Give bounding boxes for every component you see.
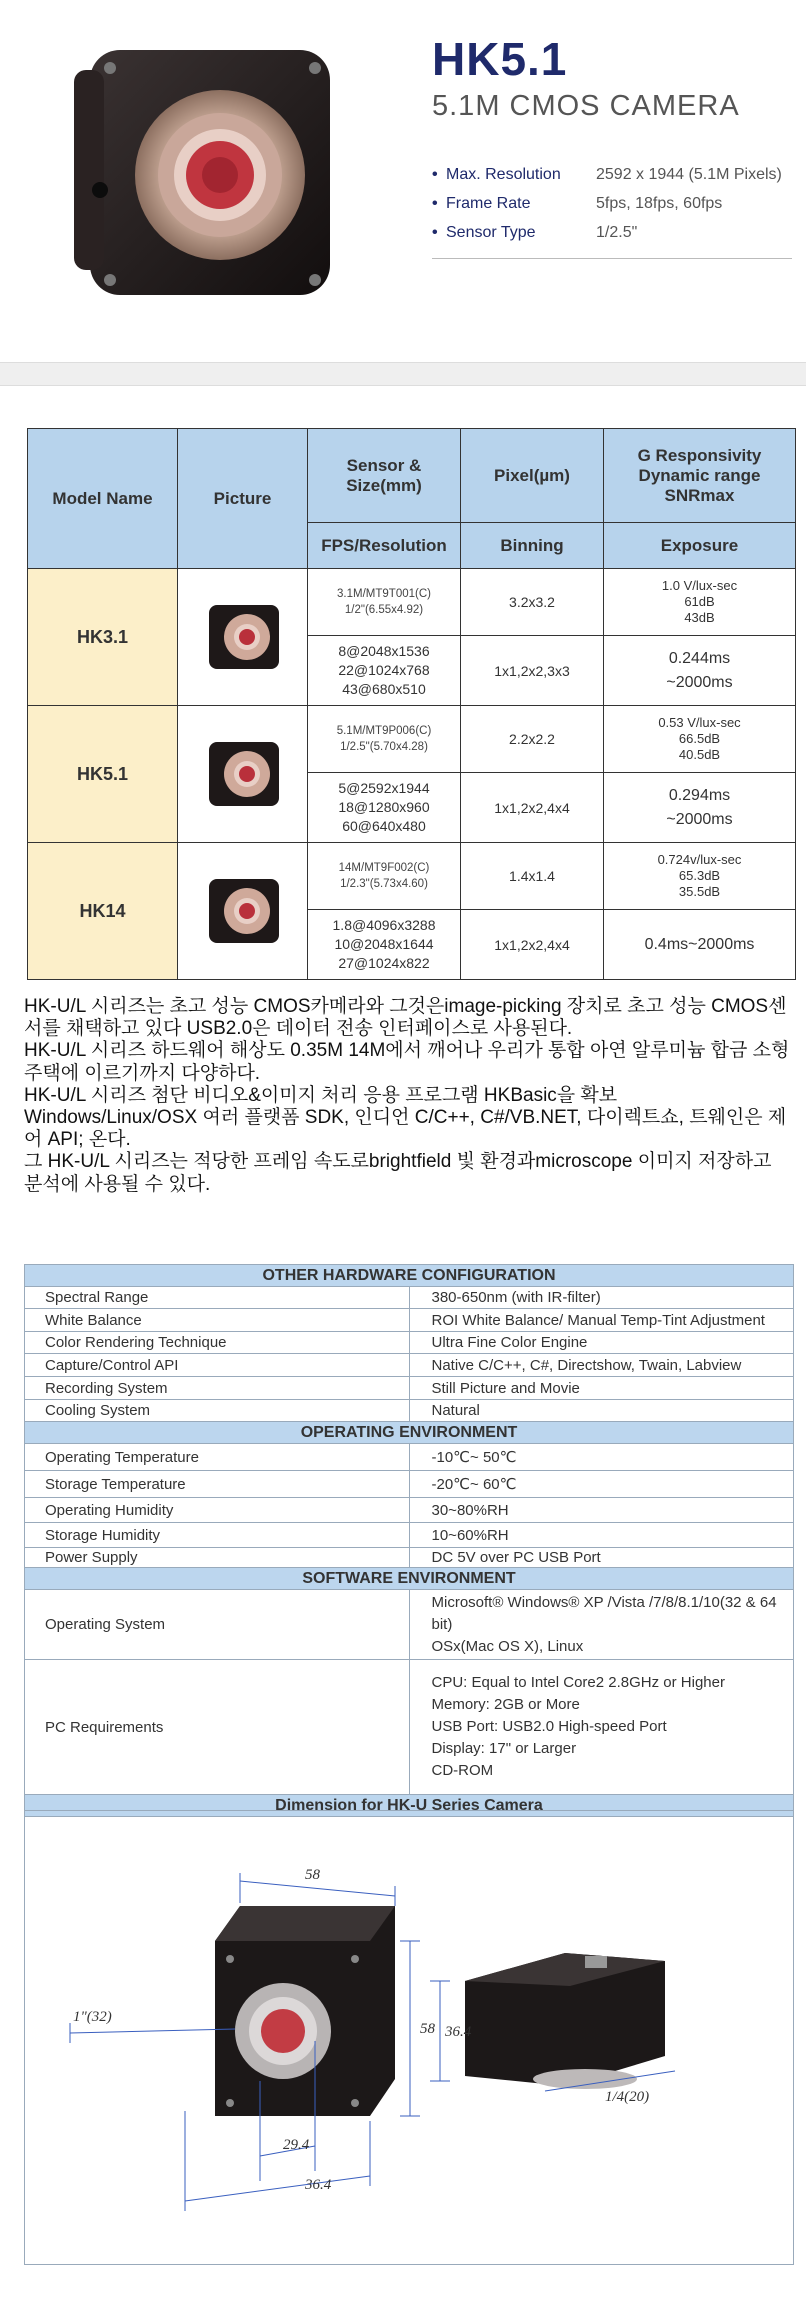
pixel-cell: 2.2x2.2: [461, 706, 604, 773]
spec-label: Storage Humidity: [25, 1523, 410, 1548]
model-comparison-table: [27, 428, 796, 980]
fps-value: 22@1024x768: [338, 662, 430, 678]
dim-label-36-4-side: 36.4: [445, 2024, 472, 2040]
spec-label: Color Rendering Technique: [25, 1332, 410, 1354]
spec-value: -20℃~ 60℃: [409, 1471, 794, 1498]
section-header-row: [25, 1568, 794, 1590]
spec-value: DC 5V over PC USB Port: [409, 1548, 794, 1568]
responsivity-cell: [604, 569, 796, 636]
table-row: [25, 1309, 794, 1332]
binning-cell: 1x1,2x2,3x3: [461, 636, 604, 706]
model-cell: HK5.1: [28, 706, 178, 843]
table-row: [25, 1498, 794, 1523]
fps-value: 60@640x480: [342, 818, 426, 834]
os-line: OSx(Mac OS X), Linux: [431, 1637, 584, 1655]
spec-row: [432, 189, 792, 218]
bullet-icon: •: [432, 223, 438, 241]
table-row: [25, 1660, 794, 1795]
table-row: [25, 1332, 794, 1354]
spec-value: [409, 1660, 794, 1795]
exposure-cell: [604, 636, 796, 706]
spec-label: Frame Rate: [446, 194, 531, 212]
spec-label: Cooling System: [25, 1400, 410, 1422]
section-header-row: [25, 1422, 794, 1444]
product-subtitle: 5.1M CMOS CAMERA: [432, 90, 740, 122]
dynamic-range-value: 61dB: [684, 594, 715, 609]
sensor-model: 3.1M/MT9T001(C): [337, 588, 431, 600]
pc-req-line: Display: 17" or Larger: [431, 1740, 577, 1757]
description-paragraph: 그 HK-U/L 시리즈는 적당한 프레임 속도로brightfield 빛 환경과microscope 이미지 저장하고 분석에 사용될 수 있다.: [24, 1151, 772, 1195]
spec-value: 5fps, 18fps, 60fps: [596, 194, 723, 212]
table-row: [25, 1287, 794, 1309]
snr-value: 43dB: [684, 610, 715, 625]
picture-cell: [178, 843, 308, 980]
fps-value: 10@2048x1644: [334, 936, 434, 952]
spec-row: [432, 218, 792, 247]
sensor-cell: [308, 843, 461, 910]
header-exposure: Exposure: [604, 523, 796, 569]
spec-label: Capture/Control API: [25, 1354, 410, 1377]
spec-value: 380-650nm (with IR-filter): [409, 1287, 794, 1309]
snr-value: 40.5dB: [678, 747, 721, 762]
section-title: OTHER HARDWARE CONFIGURATION: [25, 1265, 794, 1287]
spec-label: Storage Temperature: [25, 1471, 410, 1498]
spec-label: Sensor Type: [446, 223, 536, 241]
spec-value: 2592 x 1944 (5.1M Pixels): [596, 165, 782, 183]
spec-label: PC Requirements: [25, 1660, 410, 1795]
table-row: [25, 1400, 794, 1422]
camera-thumbnail: [203, 875, 283, 947]
spec-value: Natural: [409, 1400, 794, 1422]
dynamic-range-value: 66.5dB: [678, 731, 721, 746]
spec-label: Power Supply: [25, 1548, 410, 1568]
model-cell: HK3.1: [28, 569, 178, 706]
spec-label: Operating System: [25, 1590, 410, 1660]
header-picture: Picture: [178, 429, 308, 569]
dim-label-58-top: 58: [305, 1867, 320, 1883]
table-row: [25, 1354, 794, 1377]
pc-req-line: Memory: 2GB or More: [431, 1696, 580, 1713]
responsivity-value: 0.53 V/lux-sec: [658, 715, 741, 730]
dim-label-29-4: 29.4: [283, 2137, 310, 2153]
spec-value: Still Picture and Movie: [409, 1377, 794, 1400]
section-title: SOFTWARE ENVIRONMENT: [25, 1568, 794, 1590]
sensor-size: 1/2"(6.55x4.92): [344, 604, 424, 616]
section-title: Dimension for HK-U Series Camera: [25, 1795, 794, 1817]
spec-label: Max. Resolution: [446, 165, 561, 183]
camera-thumbnail: [203, 601, 283, 673]
pc-req-line: CD-ROM: [431, 1762, 494, 1779]
description-paragraph: HK-U/L 시리즈 하드웨어 해상도 0.35M 14M에서 깨어나 우리가 통합 아연 알루미늄 합금 소형 주택에 이르기까지 다양하다.: [24, 1040, 790, 1084]
header-model-name: Model Name: [28, 429, 178, 569]
description-paragraph: HK-U/L 시리즈는 초고 성능 CMOS카메라와 그것은image-picking 장치로 초고 성능 CMOS센서를 채택하고 있다 USB2.0은 데이터 전송 인터페이스로 사용된다.: [24, 996, 787, 1040]
exposure-value: 0.244ms: [668, 649, 731, 667]
table-header-row: [28, 429, 796, 523]
snr-value: 35.5dB: [678, 884, 721, 899]
header-fps: FPS/Resolution: [308, 523, 461, 569]
fps-value: 18@1280x960: [338, 799, 430, 815]
product-description: [24, 996, 794, 1196]
fps-value: 1.8@4096x3288: [332, 917, 436, 933]
sensor-size: 1/2.5"(5.70x4.28): [340, 741, 428, 753]
table-row: [25, 1523, 794, 1548]
spec-label: Operating Humidity: [25, 1498, 410, 1523]
section-separator: [0, 362, 806, 386]
dim-label-58-side: 58: [420, 2021, 435, 2037]
dim-label-1-4-20: 1/4(20): [605, 2089, 650, 2105]
header-responsivity: G Responsivity Dynamic range SNRmax: [604, 429, 796, 523]
section-header-row: [25, 1265, 794, 1287]
sensor-model: 14M/MT9F002(C): [338, 862, 430, 874]
spec-row: [432, 160, 792, 189]
header-pixel: Pixel(µm): [461, 429, 604, 523]
pixel-cell: 3.2x3.2: [461, 569, 604, 636]
spec-value: 10~60%RH: [409, 1523, 794, 1548]
binning-cell: 1x1,2x2,4x4: [461, 773, 604, 843]
camera-image: [70, 30, 340, 320]
fps-value: 8@2048x1536: [338, 643, 430, 659]
fps-cell: [308, 636, 461, 706]
bullet-icon: •: [432, 194, 438, 212]
responsivity-value: 1.0 V/lux-sec: [661, 578, 738, 593]
spec-value: -10℃~ 50℃: [409, 1444, 794, 1471]
fps-cell: [308, 773, 461, 843]
divider: [432, 258, 792, 259]
fps-cell: [308, 910, 461, 980]
sensor-cell: [308, 706, 461, 773]
table-row: [25, 1548, 794, 1568]
table-row: [25, 1377, 794, 1400]
table-row: [25, 1590, 794, 1660]
model-cell: HK14: [28, 843, 178, 980]
responsivity-cell: [604, 706, 796, 773]
header-binning: Binning: [461, 523, 604, 569]
spec-label: Operating Temperature: [25, 1444, 410, 1471]
sensor-cell: [308, 569, 461, 636]
camera-thumbnail: [203, 738, 283, 810]
dim-label-36-4-bottom: 36.4: [305, 2177, 332, 2193]
table-row: [28, 843, 796, 910]
responsivity-value: 0.724v/lux-sec: [657, 852, 742, 867]
section-title: OPERATING ENVIRONMENT: [25, 1422, 794, 1444]
dimension-drawing-panel: [24, 1810, 794, 2265]
dimension-drawing: [25, 1811, 793, 2264]
spec-value: Ultra Fine Color Engine: [409, 1332, 794, 1354]
dynamic-range-value: 65.3dB: [678, 868, 721, 883]
exposure-value: 0.4ms~2000ms: [644, 935, 755, 953]
spec-label: Recording System: [25, 1377, 410, 1400]
exposure-cell: [604, 773, 796, 843]
table-row: [28, 706, 796, 773]
bullet-icon: •: [432, 165, 438, 183]
sensor-size: 1/2.3"(5.73x4.60): [340, 878, 428, 890]
fps-value: 5@2592x1944: [338, 780, 430, 796]
pc-req-line: USB Port: USB2.0 High-speed Port: [431, 1718, 667, 1735]
pc-req-line: CPU: Equal to Intel Core2 2.8GHz or Higher: [431, 1674, 725, 1691]
table-row: [25, 1444, 794, 1471]
exposure-value: ~2000ms: [666, 673, 733, 691]
description-paragraph: HK-U/L 시리즈 첨단 비디오&이미지 처리 응용 프로그램 HKBasic을 확보 Windows/Linux/OSX 여러 플랫폼 SDK, 인디언 C/C++, C#/VB.NET, 다이렉트쇼, 트웨인은 제어 API; 온다.: [24, 1084, 787, 1151]
binning-cell: 1x1,2x2,4x4: [461, 910, 604, 980]
exposure-cell: [604, 910, 796, 980]
picture-cell: [178, 569, 308, 706]
spec-value: 1/2.5": [596, 223, 638, 241]
table-row: [25, 1471, 794, 1498]
exposure-value: 0.294ms: [668, 786, 731, 804]
fps-value: 27@1024x822: [338, 955, 430, 971]
picture-cell: [178, 706, 308, 843]
product-title: HK5.1: [432, 33, 568, 85]
exposure-value: ~2000ms: [666, 810, 733, 828]
spec-value: [409, 1590, 794, 1660]
pixel-cell: 1.4x1.4: [461, 843, 604, 910]
spec-value: 30~80%RH: [409, 1498, 794, 1523]
hero-section: [0, 0, 806, 362]
responsivity-cell: [604, 843, 796, 910]
spec-label: White Balance: [25, 1309, 410, 1332]
spec-value: ROI White Balance/ Manual Temp-Tint Adjustment: [409, 1309, 794, 1332]
spec-label: Spectral Range: [25, 1287, 410, 1309]
dim-label-1in-32: 1"(32): [73, 2009, 112, 2025]
os-line: Microsoft® Windows® XP /Vista /7/8/8.1/10(32 & 64 bit): [431, 1593, 777, 1633]
table-row: [28, 569, 796, 636]
spec-list: [432, 160, 792, 247]
hardware-config-table: [24, 1264, 794, 1817]
fps-value: 43@680x510: [342, 681, 426, 697]
spec-value: Native C/C++, C#, Directshow, Twain, Labview: [409, 1354, 794, 1377]
sensor-model: 5.1M/MT9P006(C): [336, 725, 432, 737]
header-sensor: Sensor & Size(mm): [308, 429, 461, 523]
